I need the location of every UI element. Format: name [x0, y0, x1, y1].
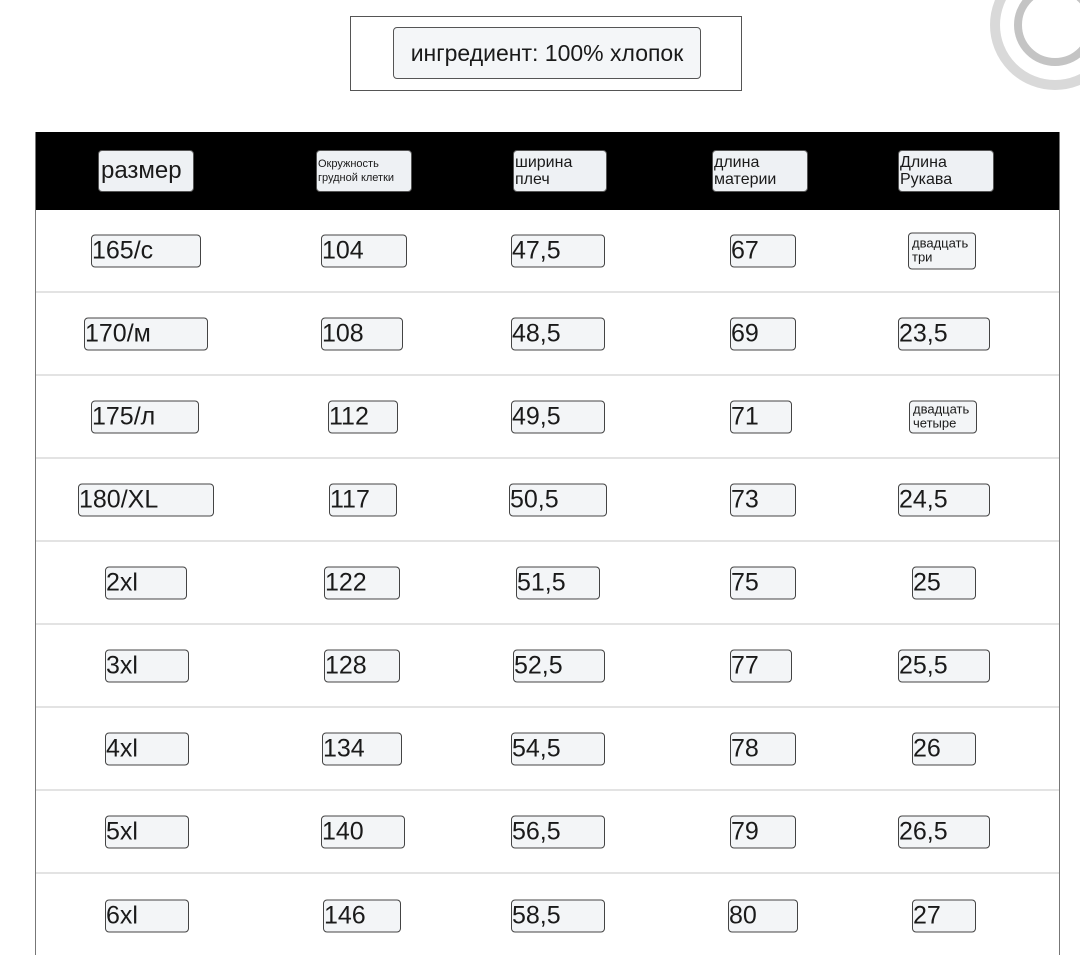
cell-length: 73 [730, 483, 796, 516]
cell-sleeve: двадцать три [908, 232, 976, 269]
table-row [36, 791, 1059, 874]
table-row [36, 542, 1059, 625]
material-label: ингредиент: 100% хлопок [393, 27, 701, 79]
cell-shoulder: 47,5 [511, 234, 605, 267]
cell-sleeve: 26,5 [898, 815, 990, 848]
table-row [36, 708, 1059, 791]
header-length: длина материи [712, 150, 808, 192]
cell-length: 78 [730, 732, 796, 765]
header-sleeve: Длина Рукава [898, 150, 994, 192]
cell-size: 175/л [91, 400, 199, 433]
cell-sleeve: 27 [912, 899, 976, 932]
cell-size: 2xl [105, 566, 187, 599]
table-row [36, 376, 1059, 459]
cell-shoulder: 52,5 [513, 649, 605, 682]
cell-chest: 128 [324, 649, 400, 682]
cell-shoulder: 58,5 [511, 899, 605, 932]
cell-chest: 108 [321, 317, 403, 350]
cell-length: 79 [730, 815, 796, 848]
size-table [35, 132, 1060, 955]
header-chest: Окружность грудной клетки [316, 150, 412, 192]
cell-shoulder: 56,5 [511, 815, 605, 848]
cell-size: 5xl [105, 815, 189, 848]
cell-sleeve: 26 [912, 732, 976, 765]
header-size: размер [98, 150, 194, 192]
cell-size: 180/XL [78, 483, 214, 516]
cell-size: 6xl [105, 899, 189, 932]
cell-sleeve: 24,5 [898, 483, 990, 516]
cell-length: 80 [728, 899, 798, 932]
cell-shoulder: 51,5 [516, 566, 600, 599]
corner-logo-mark [990, 0, 1080, 90]
cell-chest: 104 [321, 234, 407, 267]
cell-size: 3xl [105, 649, 189, 682]
cell-sleeve: 25 [912, 566, 976, 599]
cell-length: 71 [730, 400, 792, 433]
table-row [36, 293, 1059, 376]
cell-sleeve: 23,5 [898, 317, 990, 350]
cell-chest: 146 [323, 899, 401, 932]
cell-length: 69 [730, 317, 796, 350]
cell-shoulder: 50,5 [509, 483, 607, 516]
cell-chest: 122 [324, 566, 400, 599]
cell-sleeve: двадцать четыре [909, 400, 977, 433]
cell-chest: 140 [321, 815, 405, 848]
cell-chest: 112 [328, 400, 398, 433]
cell-chest: 134 [322, 732, 402, 765]
table-row [36, 459, 1059, 542]
table-row [36, 874, 1059, 957]
table-row [36, 210, 1059, 293]
cell-length: 67 [730, 234, 796, 267]
cell-chest: 117 [329, 483, 397, 516]
table-header [36, 132, 1059, 210]
cell-length: 75 [730, 566, 796, 599]
cell-shoulder: 48,5 [511, 317, 605, 350]
cell-shoulder: 54,5 [511, 732, 605, 765]
cell-sleeve: 25,5 [898, 649, 990, 682]
header-shoulder: ширина плеч [513, 150, 607, 192]
cell-length: 77 [730, 649, 792, 682]
cell-size: 4xl [105, 732, 189, 765]
cell-shoulder: 49,5 [511, 400, 605, 433]
cell-size: 165/с [91, 234, 201, 267]
cell-size: 170/м [84, 317, 208, 350]
table-row [36, 625, 1059, 708]
